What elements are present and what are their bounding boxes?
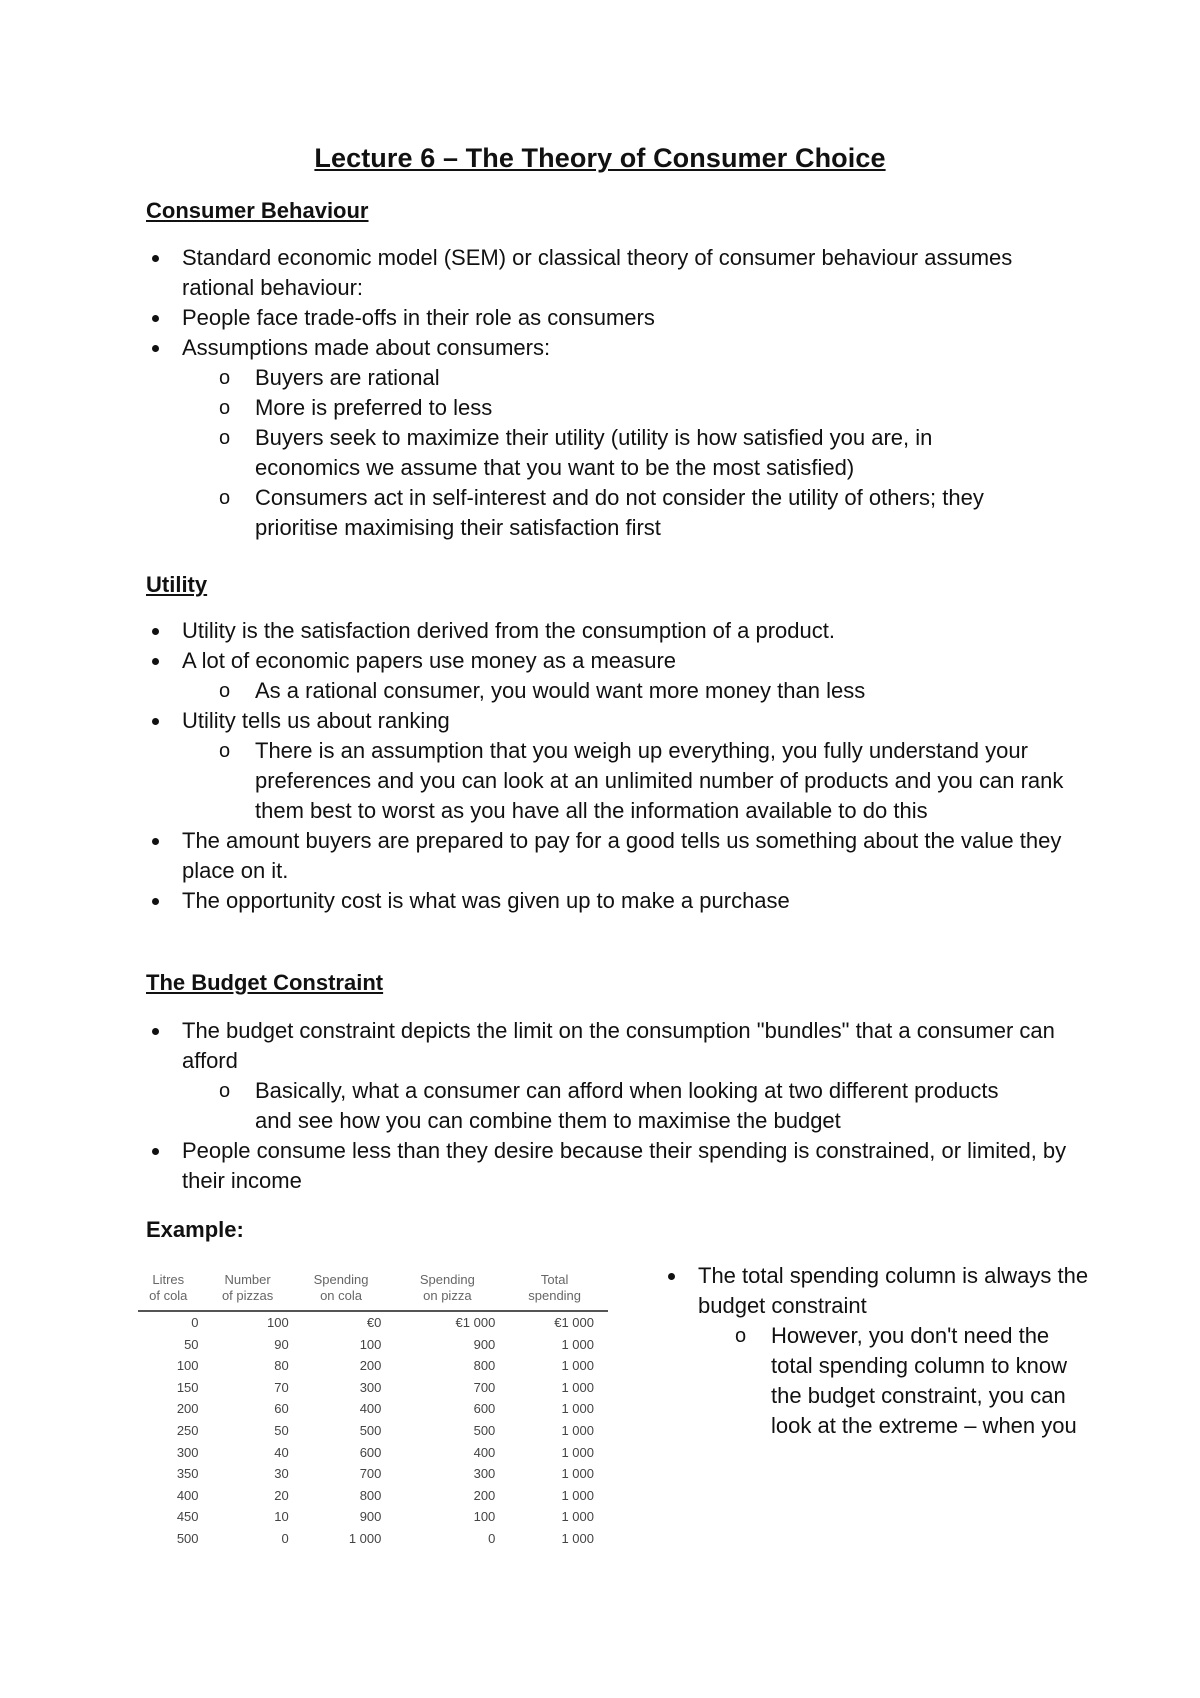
table-cell: 250 — [176, 1422, 199, 1438]
utility-ranking-sublist — [182, 736, 1076, 826]
list-item: Standard economic model (SEM) or classical theory of consumer behaviour assumes rational behaviour: — [146, 243, 1076, 303]
table-cell: 0 — [281, 1530, 289, 1546]
table-cell: 150 — [176, 1379, 199, 1395]
table-header-row — [138, 1272, 608, 1311]
table-cell: 100 — [267, 1315, 289, 1330]
list-item: People face trade-offs in their role as consumers — [146, 303, 1076, 333]
column-header-line: of cola — [149, 1288, 188, 1303]
table-cell: 200 — [176, 1401, 199, 1417]
column-header — [207, 1272, 301, 1311]
column-header-line: on cola — [320, 1288, 362, 1303]
table-cell: 60 — [274, 1401, 289, 1417]
sub-list-item: o As a rational consumer, you would want more money than less — [182, 676, 1076, 706]
table-cell: 10 — [274, 1509, 289, 1525]
table-cell: 400 — [473, 1444, 496, 1460]
table-row — [138, 1528, 608, 1550]
table-cell: 400 — [359, 1401, 382, 1417]
list-item — [146, 1016, 1076, 1136]
budget-sublist — [182, 1076, 1076, 1136]
table-cell: 20 — [274, 1487, 289, 1503]
column-header-line: Number — [224, 1272, 271, 1287]
column-header — [301, 1272, 400, 1311]
table-cell: 1 000 — [561, 1422, 594, 1438]
table-cell: 500 — [473, 1422, 496, 1438]
table-cell: 1 000 — [561, 1336, 594, 1352]
list-item — [146, 333, 1076, 543]
heading-utility: Utility — [146, 572, 208, 597]
table-row — [138, 1485, 608, 1507]
assumptions-sublist — [182, 363, 1076, 543]
table-cell: 1 000 — [561, 1444, 594, 1460]
table-cell: 50 — [184, 1336, 199, 1352]
table-cell: 80 — [274, 1358, 289, 1374]
page-title: Lecture 6 – The Theory of Consumer Choice — [314, 143, 886, 173]
sub-list-item: o More is preferred to less — [182, 393, 1076, 423]
utility-list — [146, 616, 1076, 916]
table-cell: 600 — [359, 1444, 382, 1460]
column-header — [138, 1272, 207, 1311]
table-cell: 1 000 — [561, 1358, 594, 1374]
table-row — [138, 1420, 608, 1442]
sub-list-item: o However, you don't need the total spending column to know the budget constraint, you can look at the extreme – when you — [698, 1321, 1092, 1441]
list-item-text: Assumptions made about consumers: — [182, 335, 551, 360]
column-header-line: Spending — [419, 1272, 475, 1287]
utility-money-sublist — [182, 676, 1076, 706]
table-cell: 900 — [473, 1336, 496, 1352]
table-cell: 200 — [473, 1487, 496, 1503]
table-row — [138, 1355, 608, 1377]
list-item: Utility is the satisfaction derived from the consumption of a product. — [146, 616, 1076, 646]
list-item-text: The budget constraint depicts the limit on the consumption "bundles" that a consumer can afford — [182, 1018, 1055, 1073]
side-notes-sublist — [698, 1321, 1092, 1441]
heading-example: Example: — [146, 1217, 244, 1242]
budget-table — [138, 1272, 608, 1550]
list-item — [146, 646, 1076, 706]
sub-list-item: o Basically, what a consumer can afford when looking at two different products and see how you can combine them to maximise the budget — [182, 1076, 1076, 1136]
side-notes-list — [662, 1261, 1092, 1441]
table-cell: 200 — [359, 1358, 382, 1374]
table-row — [138, 1463, 608, 1485]
table-cell: 700 — [359, 1466, 382, 1482]
list-item-text: The total spending column is always the budget constraint — [698, 1263, 1089, 1318]
table-cell: 1 000 — [348, 1530, 382, 1546]
table-cell: 300 — [359, 1379, 382, 1395]
table-cell: 500 — [359, 1422, 382, 1438]
table-cell: 50 — [274, 1422, 289, 1438]
table-row — [138, 1506, 608, 1528]
list-item: People consume less than they desire because their spending is constrained, or limited, by their income — [146, 1136, 1076, 1196]
table-row — [138, 1334, 608, 1356]
table-cell: €1 000 — [455, 1315, 496, 1330]
heading-budget-constraint: The Budget Constraint — [146, 970, 384, 995]
table-cell: 700 — [473, 1379, 496, 1395]
consumer-behaviour-list — [146, 243, 1076, 543]
table-cell: 100 — [473, 1509, 496, 1525]
table-cell: 600 — [473, 1401, 496, 1417]
table-cell: 300 — [473, 1466, 496, 1482]
column-header-line: spending — [528, 1288, 582, 1303]
list-item — [662, 1261, 1092, 1441]
sub-list-item: o Buyers seek to maximize their utility (utility is how satisfied you are, in economics we assume that you want to be the most satisfied) — [182, 423, 1076, 483]
sub-list-item: o Consumers act in self-interest and do not consider the utility of others; they prioritise maximising their satisfaction first — [182, 483, 1076, 543]
column-header-line: of pizzas — [221, 1288, 274, 1303]
table-cell: 1 000 — [561, 1509, 594, 1525]
table-cell: 1 000 — [561, 1487, 594, 1503]
table-body — [138, 1311, 608, 1550]
table-cell: 0 — [191, 1315, 199, 1330]
table-row — [138, 1442, 608, 1464]
table-cell: 500 — [176, 1530, 199, 1546]
table-cell: 450 — [176, 1509, 199, 1525]
column-header-line: Litres — [152, 1272, 185, 1287]
table-cell: 350 — [176, 1466, 199, 1482]
table-cell: 1 000 — [561, 1379, 594, 1395]
list-item — [146, 706, 1076, 826]
table-cell: 100 — [176, 1358, 199, 1374]
column-header-line: Total — [540, 1272, 569, 1287]
list-item-text: Utility tells us about ranking — [182, 708, 450, 733]
list-item: The opportunity cost is what was given up to make a purchase — [146, 886, 1076, 916]
table-cell: 400 — [176, 1487, 199, 1503]
table-cell: 300 — [176, 1444, 199, 1460]
table-cell: 30 — [274, 1466, 289, 1482]
table-cell: €1 000 — [554, 1315, 594, 1330]
table-row — [138, 1377, 608, 1399]
column-header — [399, 1272, 515, 1311]
column-header-line: on pizza — [423, 1288, 472, 1303]
column-header-line: Spending — [313, 1272, 369, 1287]
table-cell: 100 — [359, 1336, 382, 1352]
example-side-notes — [662, 1261, 1092, 1441]
table-cell: €0 — [366, 1315, 382, 1330]
heading-consumer-behaviour: Consumer Behaviour — [146, 198, 369, 223]
budget-list — [146, 1016, 1076, 1196]
table-cell: 40 — [274, 1444, 289, 1460]
table-cell: 90 — [274, 1336, 289, 1352]
table-row — [138, 1311, 608, 1334]
table-cell: 800 — [473, 1358, 496, 1374]
sub-list-item: o There is an assumption that you weigh up everything, you fully understand your preferences and you can look at an unlimited number of products and you can rank them best to worst as you have all the information available to do this — [182, 736, 1076, 826]
table-cell: 0 — [488, 1530, 496, 1546]
table-cell: 900 — [359, 1509, 382, 1525]
list-item-text: A lot of economic papers use money as a measure — [182, 648, 677, 673]
list-item: The amount buyers are prepared to pay for a good tells us something about the value they place on it. — [146, 826, 1076, 886]
sub-list-item: o Buyers are rational — [182, 363, 1076, 393]
table-cell: 70 — [274, 1379, 289, 1395]
table-cell: 1 000 — [561, 1401, 594, 1417]
table-cell: 1 000 — [561, 1530, 594, 1546]
table-cell: 800 — [359, 1487, 382, 1503]
table-cell: 1 000 — [561, 1466, 594, 1482]
column-header — [515, 1272, 608, 1311]
table-row — [138, 1398, 608, 1420]
